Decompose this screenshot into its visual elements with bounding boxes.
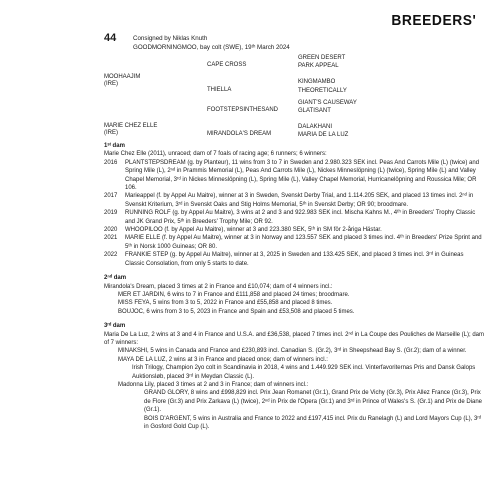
- second-dam-heading: 2ⁿᵈ dam: [104, 275, 127, 282]
- third-dam-line: Maria De La Luz, 2 wins at 3 and 4 in France and U.S.A. and £36,538, placed 7 times incl. 2ⁿᵈ in La Coupe des Pouliches de Marseille (L); dam of 7 winners:: [104, 331, 484, 346]
- consignment-info: [133, 34, 290, 52]
- dam-dam: MIRANDOLA'S DREAM: [207, 131, 272, 137]
- third-dam-line: BOIS D'ARGENT, 5 wins in Australia and France to 2022 and £197,415 incl. Prix du Ranelagh (L) and Lord Mayors Cup (L), 3ʳᵈ in Gosford Gold Cup (L).: [144, 415, 482, 430]
- progeny-entry: 2016 PLANTSTEPSDREAM (g. by Planteur), 11 wins from 3 to 7 in Sweden and 2.980.323 SEK incl. Peas And Carrots Mile (L) (twice) and Spring Mile (L), 2ⁿᵈ in Prammis Memorial (L), Peas And Carrots Mile (L), Nickes Minneslöpning (L) (twice), Spring Mile (L) and Valley Chapel Memorial, 3ʳᵈ in Nickes Minneslöpning (L), Spring Mile (L), Valley Chapel Memorial, Hurricanelöpning and Roussica Mile; OR 106.: [104, 159, 480, 192]
- horse-description: GOODMORNINGMOO, bay colt (SWE), 19ᵗʰ March 2024: [133, 44, 290, 51]
- progeny-entry: 2020 WHOOPILOO (f. by Appel Au Maitre), winner at 3 and 223.380 SEK, 5ᵗʰ in SM för 2-åriga Hästar.: [104, 227, 382, 234]
- third-dam-line: Irish Trilogy, Champion 2yo colt in Scandinavia in 2018, 4 wins and 1.449.929 SEK incl. Vinterfavoriternas Pris and Dansk Galops Auktionsløb, placed 3ʳᵈ in Meydan Classic (L).: [132, 365, 476, 380]
- sire-dam: THIELLA: [207, 87, 232, 93]
- third-dam-line: MAYA DE LA LUZ, 2 wins at 3 in France and placed once; dam of winners incl.:: [118, 356, 328, 363]
- progeny-entry: 2019 RUNNING ROLF (g. by Appel Au Maitre), 3 wins at 2 and 3 and 922.983 SEK incl. Mischa Kahns M., 4ᵗʰ in Breeders' Trophy Classic and JK Grand Prix, 5ᵗʰ in Breeders' Trophy Mile; OR 92.: [104, 210, 476, 225]
- progeny-entry: 2022 FRANKIE STEP (g. by Appel Au Maitre), winner at 3, 2025 in Sweden and 133.425 SEK, and placed 3 times incl. 3ʳᵈ in Guineas Classic Consolation, from only 5 starts to date.: [104, 252, 464, 267]
- consignor: Consigned by Niklas Knuth: [133, 35, 208, 42]
- sire-sire-dam: PARK APPEAL: [298, 63, 339, 69]
- sire-sire: CAPE CROSS: [207, 62, 247, 68]
- sire-sire-sire: GREEN DESERT: [298, 55, 346, 61]
- second-dam-entry: MER ET JARDIN, 6 wins to 7 in France and £111,858 and placed 24 times; broodmare.: [118, 291, 350, 298]
- dam: MARIE CHEZ ELLE (IRE): [104, 123, 158, 136]
- family-details: [104, 142, 484, 431]
- third-dam-heading: 3ʳᵈ dam: [104, 323, 126, 330]
- second-dam-intro: Mirandola's Dream, placed 3 times at 2 in France and £10,074; dam of 4 winners incl.:: [104, 283, 333, 290]
- second-dam-entry: BOUJOC, 6 wins from 3 to 5, 2023 in France and Spain and £53,508 and placed 5 times.: [118, 308, 355, 315]
- dam-sire: FOOTSTEPSINTHESAND: [207, 107, 279, 113]
- progeny-entry: 2021 MARIE ELLE (f. by Appel Au Maitre), winner at 3 in Norway and 123.557 SEK and placed 3 times incl. 4ᵗʰ in Breeders' Prize Sprint and 5ᵗʰ in Norsk 1000 Guineas; OR 80.: [104, 235, 482, 250]
- second-dam-entry: MISS FEYA, 5 wins from 3 to 5, 2022 in France and £55,858 and placed 8 times.: [118, 300, 333, 307]
- dam-sire-sire: GIANT'S CAUSEWAY: [298, 100, 357, 106]
- first-dam-heading: 1ˢᵗ dam: [104, 143, 125, 149]
- breeders-logo: BREEDERS': [391, 12, 476, 29]
- third-dam-line: Madonna Lily, placed 3 times at 2 and 3 in France; dam of winners incl.:: [118, 381, 309, 388]
- dam-dam-sire: DALAKHANI: [298, 124, 333, 130]
- sire-dam-sire: KINGMAMBO: [298, 79, 336, 85]
- first-dam-intro: Marie Chez Elle (2011), unraced; dam of 7 foals of racing age; 6 runners; 6 winners:: [104, 151, 327, 158]
- progeny-entry: 2017 Marieappel (f. by Appel Au Maitre), winner at 3 in Sweden, Svenskt Derby Trial, and 1.114.205 SEK, and placed 13 times incl. 2ⁿᵈ in Svenskt Kriterium, 3ʳᵈ in Svenskt Oaks and Stig Holms Memorial, 5ᵗʰ in Svenskt Derby; OR 90; broodmare.: [104, 193, 474, 208]
- third-dam-line: MINAKSHI, 5 wins in Canada and France and £230,893 incl. Canadian S. (Gr.2), 3ʳᵈ in Sheepshead Bay S. (Gr.2); dam of a winner.: [118, 348, 467, 355]
- lot-number: 44: [104, 32, 117, 44]
- dam-sire-dam: GLATISANT: [298, 108, 331, 114]
- sire: MOOHAAJIM (IRE): [104, 74, 141, 87]
- dam-dam-dam: MARIA DE LA LUZ: [298, 132, 349, 138]
- third-dam-line: GRAND GLORY, 8 wins and £998,829 incl. Prix Jean Romanet (Gr.1), Grand Prix de Vichy (Gr.3), Prix Allez France (Gr.3), Prix de Flore (Gr.3) and Prix Zarkava (L) (twice), 2ⁿᵈ in Prix de l'Opera (Gr.1) and 3ʳᵈ in Prince of Wales's S. (Gr.1) and Prix de Diane (Gr.1).: [144, 390, 483, 414]
- sire-dam-dam: THEORETICALLY: [298, 88, 347, 94]
